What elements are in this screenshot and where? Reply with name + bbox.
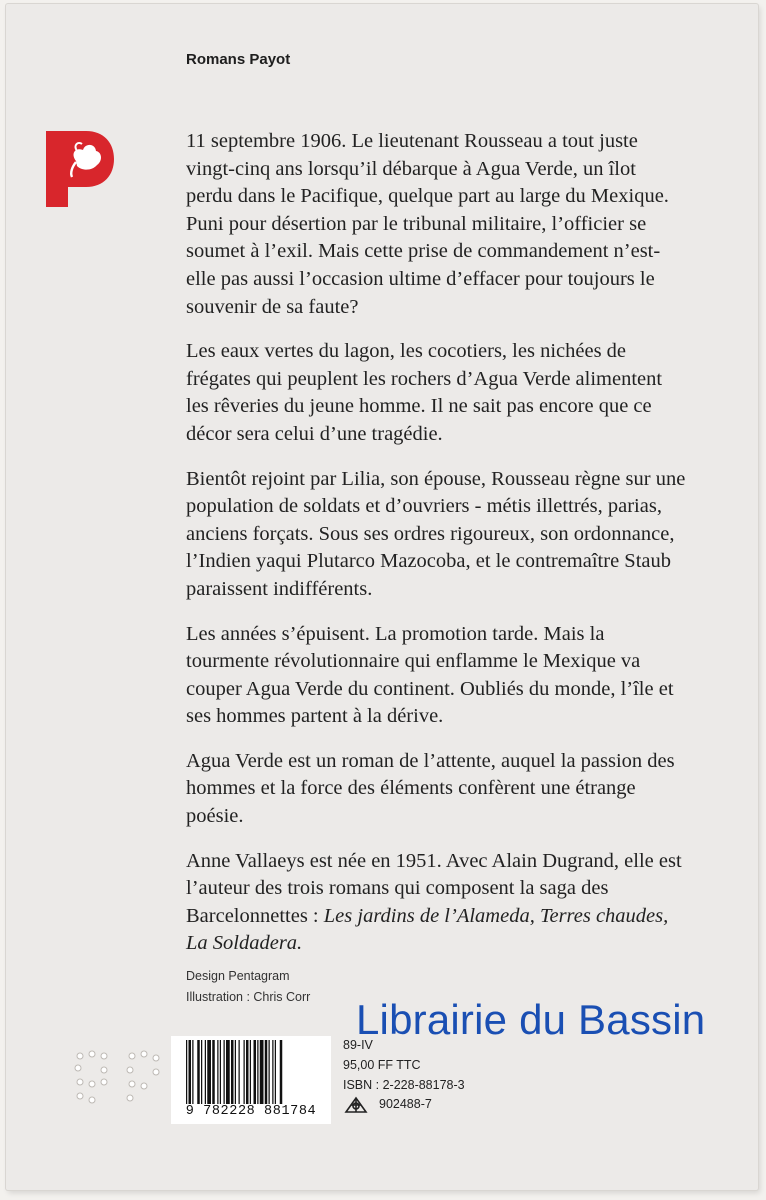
paper-recycle-icon (343, 1095, 369, 1115)
blurb-paragraph: Bientôt rejoint par Lilia, son épouse, Rousseau règne sur une population de soldats et d’ouvriers - métis illettrés, parias, anciens forçats. Sous ses ordres rigoureux, son ordonnance, l’Indien yaqui Plutarco Mazocoba, et le contremaître Staub paraissent indifférents. (186, 467, 686, 600)
isbn: ISBN : 2-228-88178-3 (343, 1077, 465, 1092)
watermark-text: Librairie du Bassin (356, 996, 706, 1043)
braille-dots-icon (74, 1050, 164, 1106)
design-credit: Design Pentagram (186, 969, 290, 983)
collection-name: Romans Payot (186, 51, 291, 68)
barcode-digits: 9 782228 881784 (185, 1104, 317, 1119)
price: 95,00 FF TTC (343, 1057, 421, 1072)
payot-logo-icon (46, 131, 114, 207)
barcode-bars (186, 1040, 318, 1104)
blurb-paragraph: Les années s’épuisent. La promotion tarde. Mais la tourmente révolutionnaire qui enflamme le Mexique va couper Agua Verde du continent. Oubliés du monde, l’île et ses hommes partent à la dérive. (186, 622, 674, 728)
edition-code: 89-IV (343, 1038, 373, 1052)
barcode (171, 1036, 331, 1124)
blurb-paragraph: 11 septembre 1906. Le lieutenant Rousseau a tout juste vingt-cinq ans lorsqu’il débarque à Agua Verde, un îlot perdu dans le Pacifique, quelque part au large du Mexique. Puni pour désertion par le tribunal militaire, l’officier se soumet à l’exil. Mais cette prise de commandement n’est-elle pas aussi l’occasion ultime d’effacer pour toujours le souvenir de sa faute? (186, 130, 669, 318)
blurb-paragraph: Agua Verde est un roman de l’attente, auquel la passion des hommes et la force des éléments confèrent une étrange poésie. (186, 749, 675, 828)
author-bio-text: Anne Vallaeys est née en 1951. Avec Alain Dugrand, elle est l’auteur des trois romans qui composent la saga des Barcelonnettes : (186, 849, 682, 927)
illustration-credit: Illustration : Chris Corr (186, 990, 311, 1004)
author-bio-titles: Les jardins de l’Alameda, Terres chaudes, La Soldadera. (186, 904, 669, 955)
reference-number: 902488-7 (379, 1097, 432, 1112)
credits (186, 966, 310, 1008)
author-bio (186, 848, 686, 958)
reference-row (343, 1095, 465, 1115)
blurb (186, 128, 686, 975)
blurb-paragraph: Les eaux vertes du lagon, les cocotiers, les nichées de frégates qui peuplent les rochers d’Agua Verde alimentent les rêveries du jeune homme. Il ne sait pas encore que ce décor sera celui d’une tragédie. (186, 340, 663, 445)
price-info (343, 1036, 465, 1115)
